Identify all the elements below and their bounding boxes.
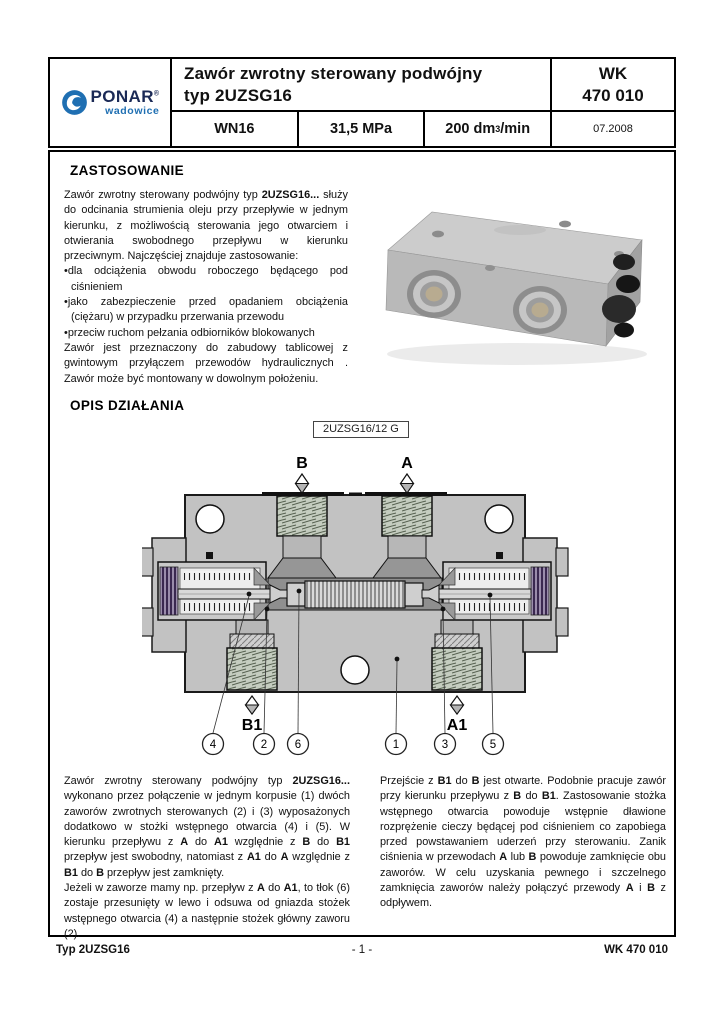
logo-cell — [50, 59, 170, 146]
doc-date: 07.2008 — [593, 123, 633, 135]
bullet-text: jako zabezpieczenie przed opadaniem obciążenia (ciężaru) w przypadku przerwania przewodu — [67, 296, 348, 324]
port-marker-A — [401, 474, 414, 493]
description-column-left — [64, 774, 350, 942]
document-title — [172, 59, 550, 112]
bullet-text: przeciw ruchom pełzania odbiorników blokowanych — [67, 326, 315, 339]
port-label-A: A — [401, 455, 413, 472]
page-number: - 1 - — [351, 944, 373, 956]
svg-text:6: 6 — [294, 739, 302, 751]
left-column-paragraph-1: Zawór zwrotny sterowany podwójny typ 2UZSG16... wykonano przez połączenie w jednym korpusie (1) dwóch zaworów zwrotnych sterowanych (2) i (3) wyposażonych dodatkowo w stożki wstępnego otwarcia (4) i (5). W kierunku przepływu z A do A1 względnie z B do B1 przepływ jest swobodny, natomiast z A1 do A względnie z B1 do B przepływ jest zamknięty. — [64, 775, 350, 879]
svg-text:5: 5 — [489, 739, 497, 751]
bullet-item — [64, 264, 348, 295]
mounting-hole-left — [196, 505, 224, 533]
bullet-item — [64, 295, 348, 326]
bullet-item — [64, 326, 348, 341]
spec-nominal-size: WN16 — [214, 121, 255, 137]
left-column-paragraph-2: Jeżeli w zaworze mamy np. przepływ z A do A1, to tłok (6) zostaje przesunięty w lewo i odsuwa od gniazda stożek wstępnego otwarcia (4) a następnie stożek główny zaworu (2). — [64, 882, 350, 940]
header — [48, 57, 676, 148]
bullet-marker: • — [64, 265, 68, 278]
right-column-paragraph-1: Przejście z B1 do B jest otwarte. Podobnie pracuje zawór przy kierunku przepływu z B do B1. Zastosowanie stożka wstępnego otwarcia powoduje wstępnie dławione rozprężenie cieczy będącej pod ciśnieniem co zapobiega przed powstawaniem uderzeń przy sterowaniu. Zanik ciśnienia w przewodach A lub B powoduje zamknięcie obu zaworów. W celu uzyskania pewnego i szczelnego zamknięcia zaworów należy połączyć przewody A i B z odpływem. — [380, 775, 666, 910]
zastosowanie-paragraph-2: Zawór jest przeznaczony do zabudowy tablicowej z gwintowym przyłączem przewodów hydraulicznych . Zawór może być montowany w dowolnym położeniu. — [64, 341, 348, 385]
callout-5 — [483, 734, 504, 755]
spec-flow-unit: /min — [500, 121, 531, 137]
valve-cross-section-diagram — [142, 450, 592, 762]
description-column-right — [380, 774, 666, 912]
zastosowanie-paragraph-1: Zawór zwrotny sterowany podwójny typ 2UZSG16... służy do odcinania strumienia oleju przy przepływie w jednym kierunku, z możliwością sterowania jego otwarciem i otwierania swobodnego przepływu w kierunku przeciwnym. Najczęściej znajduje zastosowanie: — [64, 189, 348, 263]
callout-3 — [435, 734, 456, 755]
port-label-B1: B1 — [241, 717, 263, 734]
front-port-2 — [513, 286, 567, 334]
brand-name — [91, 88, 160, 105]
zastosowanie-bullet-list — [64, 264, 348, 340]
svg-text:3: 3 — [441, 739, 449, 751]
callout-1 — [386, 734, 407, 755]
doc-code-line-2: 470 010 — [582, 85, 644, 105]
port-marker-A1 — [451, 696, 464, 714]
callout-4 — [203, 734, 224, 755]
brand-label: PONAR — [90, 87, 154, 107]
bullet-marker: • — [64, 296, 68, 309]
title-line-2: typ 2UZSG16 — [184, 86, 293, 106]
registered-mark: ® — [153, 90, 160, 98]
central-piston — [287, 581, 423, 608]
port-marker-B1 — [246, 696, 259, 714]
footer-type-label: Typ 2UZSG16 — [56, 944, 130, 956]
brand-text-block — [91, 88, 160, 117]
svg-text:4: 4 — [209, 739, 217, 751]
title-line-1: Zawór zwrotny sterowany podwójny — [184, 64, 483, 83]
mounting-hole-bottom — [341, 656, 369, 684]
header-middle-column — [170, 59, 552, 146]
svg-text:1: 1 — [392, 739, 400, 751]
brand-city: wadowice — [105, 105, 160, 118]
callout-6 — [288, 734, 309, 755]
front-port-1 — [407, 270, 461, 318]
spec-flow — [423, 112, 550, 146]
bullet-marker: • — [64, 326, 68, 339]
valve-block-photo-illustration — [372, 188, 672, 373]
footer-doc-code: WK 470 010 — [604, 944, 668, 956]
doc-code-line-1: WK — [598, 64, 628, 84]
specs-row — [172, 112, 550, 146]
port-marker-B — [296, 474, 309, 493]
section-heading-zastosowanie: ZASTOSOWANIE — [70, 163, 185, 178]
svg-text:2: 2 — [260, 739, 268, 751]
ponar-swirl-icon — [61, 89, 88, 116]
zastosowanie-text — [64, 188, 348, 387]
header-right-column — [552, 59, 674, 146]
diagram-model-label: 2UZSG16/12 G — [313, 421, 409, 438]
mounting-hole-right — [485, 505, 513, 533]
main-content-box — [48, 150, 676, 940]
section-heading-opis: OPIS DZIAŁANIA — [70, 398, 185, 413]
product-photo — [372, 188, 672, 373]
cross-section-drawing — [142, 450, 592, 762]
bullet-text: dla odciążenia obwodu roboczego będącego pod ciśnieniem — [67, 265, 348, 293]
ponar-logo — [61, 88, 160, 117]
spec-flow-exponent: 3 — [495, 124, 501, 134]
callout-2 — [254, 734, 275, 755]
spec-pressure: 31,5 MPa — [297, 112, 424, 146]
page-footer — [48, 944, 676, 962]
doc-code — [552, 59, 674, 112]
spec-flow-value: 200 dm — [445, 121, 496, 137]
port-label-A1: A1 — [446, 717, 468, 734]
port-label-B: B — [296, 455, 308, 472]
